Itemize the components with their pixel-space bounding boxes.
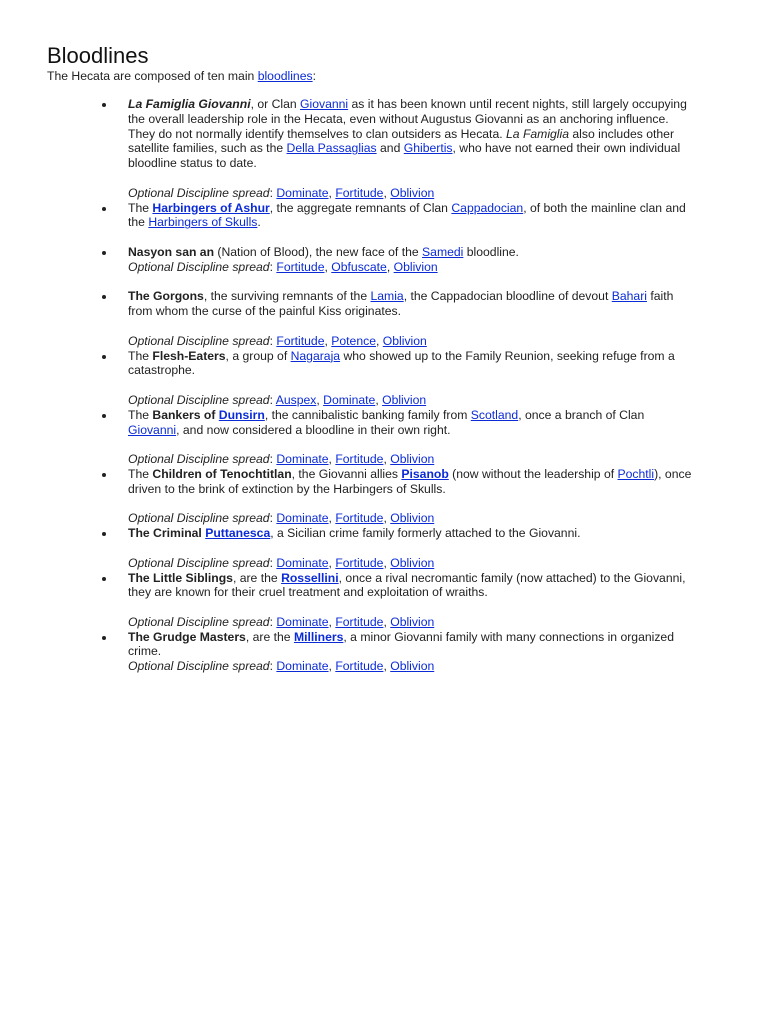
discipline-spread: Optional Discipline spread: Dominate, Fortitude, Oblivion <box>128 614 435 629</box>
intro-text: The Hecata are composed of ten main <box>47 69 258 83</box>
bullet-icon <box>102 207 106 211</box>
link-discipline[interactable]: Oblivion <box>390 511 435 526</box>
page-title: Bloodlines <box>47 43 149 68</box>
list-item <box>85 245 695 289</box>
link-pisanob[interactable]: Pisanob <box>401 466 449 481</box>
link-discipline[interactable]: Potence <box>331 333 376 348</box>
link-puttanesca[interactable]: Puttanesca <box>205 526 271 541</box>
link-discipline[interactable]: Fortitude <box>335 555 384 570</box>
link-discipline[interactable]: Dominate <box>276 614 329 629</box>
link-bloodlines[interactable]: bloodlines <box>257 69 313 83</box>
bullet-icon <box>102 295 106 299</box>
link-discipline[interactable]: Dominate <box>276 452 329 467</box>
bullet-icon <box>102 473 106 477</box>
link-discipline[interactable]: Obfuscate <box>331 259 387 274</box>
link-discipline[interactable]: Dominate <box>323 392 376 407</box>
link-discipline[interactable]: Fortitude <box>335 452 384 467</box>
link-bahari[interactable]: Bahari <box>611 289 647 304</box>
link-discipline[interactable]: Oblivion <box>390 659 435 674</box>
list-item <box>85 630 695 674</box>
bloodline-list <box>85 97 695 674</box>
link-discipline[interactable]: Oblivion <box>382 392 427 407</box>
bullet-icon <box>102 103 106 107</box>
item-text: The Bankers of Dunsirn, the cannibalistic banking family from Scotland, once a branch of Clan Giovanni, and now considered a bloodline in their own right. <box>128 407 645 437</box>
intro-paragraph: The Hecata are composed of ten main bloodlines: <box>47 69 316 83</box>
item-text: La Famiglia Giovanni, or Clan Giovanni as it has been known until recent nights, still largely occupying the overall leadership role in the Hecata, even without Augustus Giovanni as an anchoring influence. They do not normally identify themselves to clan outsiders as Hecata. La Famiglia also includes other satellite families, such as the Della Passaglias and Ghibertis, who have not earned their own individual bloodline status to date. <box>128 97 687 171</box>
link-discipline[interactable]: Dominate <box>276 659 329 674</box>
item-text: The Gorgons, the surviving remnants of the Lamia, the Cappadocian bloodline of devout Bahari faith from whom the curse of the painful Kiss originates. <box>128 289 674 319</box>
link-discipline[interactable]: Dominate <box>276 511 329 526</box>
link-discipline[interactable]: Fortitude <box>335 185 384 200</box>
link-lamia[interactable]: Lamia <box>370 289 404 304</box>
link-discipline[interactable]: Fortitude <box>276 333 325 348</box>
bullet-icon <box>102 636 106 640</box>
item-text: The Flesh-Eaters, a group of Nagaraja who showed up to the Family Reunion, seeking refuge from a catastrophe. <box>128 348 675 378</box>
link-discipline[interactable]: Fortitude <box>335 659 384 674</box>
bullet-icon <box>102 251 106 255</box>
link-discipline[interactable]: Oblivion <box>390 452 435 467</box>
item-text: The Little Siblings, are the Rossellini, once a rival necromantic family (now attached) to the Giovanni, they are known for their cruel treatment and exploitation of wraiths. <box>128 570 686 600</box>
discipline-spread: Optional Discipline spread: Fortitude, Obfuscate, Oblivion <box>128 259 438 274</box>
bullet-icon <box>102 577 106 581</box>
list-item <box>85 467 695 526</box>
link-discipline[interactable]: Fortitude <box>276 259 325 274</box>
link-discipline[interactable]: Fortitude <box>335 614 384 629</box>
item-text: The Criminal Puttanesca, a Sicilian crime family formerly attached to the Giovanni. <box>128 526 581 541</box>
list-item <box>85 201 695 245</box>
link-samedi[interactable]: Samedi <box>422 244 464 259</box>
discipline-spread: Optional Discipline spread: Dominate, Fortitude, Oblivion <box>128 555 435 570</box>
bullet-icon <box>102 532 106 536</box>
discipline-spread: Optional Discipline spread: Dominate, Fortitude, Oblivion <box>128 452 435 467</box>
link-harbingers-of-skulls[interactable]: Harbingers of Skulls <box>148 215 258 230</box>
link-harbingers-of-ashur[interactable]: Harbingers of Ashur <box>152 200 270 215</box>
link-nagaraja[interactable]: Nagaraja <box>290 348 341 363</box>
list-item <box>85 97 695 201</box>
link-discipline[interactable]: Dominate <box>276 185 329 200</box>
link-giovanni[interactable]: Giovanni <box>128 422 177 437</box>
link-discipline[interactable]: Fortitude <box>335 511 384 526</box>
list-item <box>85 571 695 630</box>
item-text: The Grudge Masters, are the Milliners, a minor Giovanni family with many connections in organized crime. <box>128 629 674 659</box>
discipline-spread: Optional Discipline spread: Dominate, Fortitude, Oblivion <box>128 659 435 674</box>
bullet-icon <box>102 355 106 359</box>
link-giovanni[interactable]: Giovanni <box>300 97 349 111</box>
item-text: The Children of Tenochtitlan, the Giovanni allies Pisanob (now without the leadership of Pochtli), once driven to the brink of extinction by the Harbingers of Skulls. <box>128 466 692 496</box>
item-text: Nasyon san an (Nation of Blood), the new face of the Samedi bloodline. <box>128 244 519 259</box>
list-item <box>85 408 695 467</box>
discipline-spread: Optional Discipline spread: Dominate, Fortitude, Oblivion <box>128 185 435 200</box>
list-item <box>85 289 695 348</box>
discipline-spread: Optional Discipline spread: Auspex, Dominate, Oblivion <box>128 392 427 407</box>
link-discipline[interactable]: Oblivion <box>390 185 435 200</box>
bullet-icon <box>102 414 106 418</box>
link-discipline[interactable]: Oblivion <box>390 555 435 570</box>
link-discipline[interactable]: Auspex <box>275 392 317 407</box>
link-ghibertis[interactable]: Ghibertis <box>403 141 453 156</box>
list-item <box>85 349 695 408</box>
item-text: The Harbingers of Ashur, the aggregate remnants of Clan Cappadocian, of both the mainline clan and the Harbingers of Skulls. <box>128 200 686 230</box>
discipline-spread: Optional Discipline spread: Dominate, Fortitude, Oblivion <box>128 511 435 526</box>
link-cappadocian[interactable]: Cappadocian <box>451 200 524 215</box>
link-discipline[interactable]: Dominate <box>276 555 329 570</box>
link-pochtli[interactable]: Pochtli <box>617 466 655 481</box>
discipline-spread: Optional Discipline spread: Fortitude, Potence, Oblivion <box>128 333 427 348</box>
link-discipline[interactable]: Oblivion <box>390 614 435 629</box>
link-milliners[interactable]: Milliners <box>293 629 344 644</box>
link-dunsirn[interactable]: Dunsirn <box>218 407 265 422</box>
link-rossellini[interactable]: Rossellini <box>281 570 339 585</box>
list-item <box>85 526 695 570</box>
link-scotland[interactable]: Scotland <box>470 407 519 422</box>
link-discipline[interactable]: Oblivion <box>393 259 438 274</box>
link-discipline[interactable]: Oblivion <box>382 333 427 348</box>
link-della-passaglias[interactable]: Della Passaglias <box>286 141 377 156</box>
